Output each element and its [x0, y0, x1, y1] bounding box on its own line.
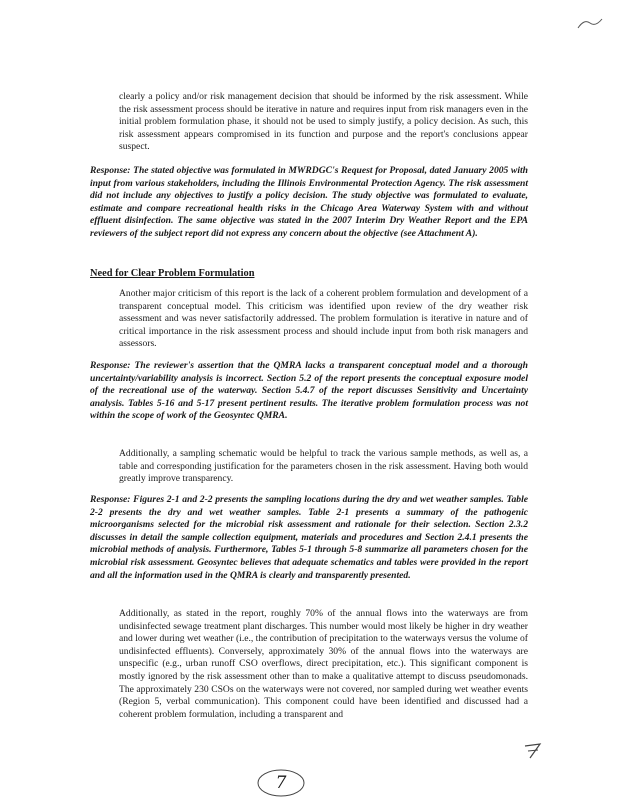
response-sampling-locations: Response: Figures 2-1 and 2-2 presents the sampling locations during the dry and wet weather samples. Table 2-2 presents the dry and wet weather samples. Table 2-1 presents a summary of the pathogenic microorganisms selected for the microbial risk assessment and rationale for their selection. Section 2.3.2 discusses in detail the sample collection equipment, materials and procedures and Section 2.4.1 presents the microbial methods of analysis. Furthermore, Tables 5-1 through 5-8 summarize all parameters chosen for the microbial risk assessment. Geosyntec believes that adequate schematics and tables were provided in the report and all the information used in the QMRA is clearly and transparently presented.	[90, 494, 528, 581]
paragraph-problem-objective: clearly a policy and/or risk management decision that should be informed by the risk assessment. While the risk assessment process should be iterative in nature and requires input from risk managers even in the initial problem formulation phase, it should not be used to simply justify, a policy decision. As such, this risk assessment appears compromised in its function and purpose and the report's conclusions appear suspect.	[119, 91, 528, 153]
page-number-text: 7	[275, 773, 287, 793]
handwritten-page-number	[255, 768, 307, 798]
response-conceptual-model: Response: The reviewer's assertion that the QMRA lacks a transparent conceptual model and a thorough uncertainty/variability analysis is incorrect. Section 5.2 of the report presents the conceptual exposure model of the recreational use of the waterway. Section 5.4.7 of the report discusses Sensitivity and Uncertainty analysis. Tables 5-16 and 5-17 present pertinent results. The iterative problem formulation process was not within the scope of work of the Geosyntec QMRA.	[90, 360, 528, 422]
corner-mark	[576, 14, 604, 34]
response-objective: Response: The stated objective was formulated in MWRDGC's Request for Proposal, dated January 2005 with input from various stakeholders, including the Illinois Environmental Protection Agency. The risk assessment did not include any objectives to justify a policy decision. The study objective was formulated to evaluate, estimate and compare recreational health risks in the Chicago Area Waterway System with and without effluent disinfection. The same objective was stated in the 2007 Interim Dry Weather Report and the EPA reviewers of the subject report did not express any concern about the objective (see Attachment A).	[90, 165, 528, 239]
paragraph-sampling-schematic: Additionally, a sampling schematic would be helpful to track the various sample methods, as well as, a table and corresponding justification for the parameters chosen in the risk assessment. Having both would greatly improve transparency.	[119, 448, 528, 485]
paragraph-problem-formulation: Another major criticism of this report is the lack of a coherent problem formulation and development of a transparent conceptual model. This criticism was identified upon review of the dry weather risk assessment and was never satisfactorily addressed. The problem formulation is iterative in nature and of critical importance in the risk assessment process and should include input from both risk managers and assessors.	[119, 288, 528, 350]
paragraph-annual-flows: Additionally, as stated in the report, roughly 70% of the annual flows into the waterways are from undisinfected sewage treatment plant discharges. This number would most likely be higher in dry weather and lower during wet weather (i.e., the contribution of precipitation to the waterways versus the volume of undisinfected effluents). Conversely, approximately 30% of the annual flows into the waterways are unspecific (e.g., urban runoff CSO overflows, direct precipitation, etc.). This significant component is mostly ignored by the risk assessment other than to make a qualitative attempt to discuss pseudomonads. The approximately 230 CSOs on the waterways were not covered, nor sampled during wet weather events (Region 5, verbal communication). This component could have been identified and discussed had a coherent problem formulation, including a transparent and	[119, 608, 528, 720]
handwritten-mark	[522, 740, 544, 762]
section-heading: Need for Clear Problem Formulation	[90, 268, 255, 279]
